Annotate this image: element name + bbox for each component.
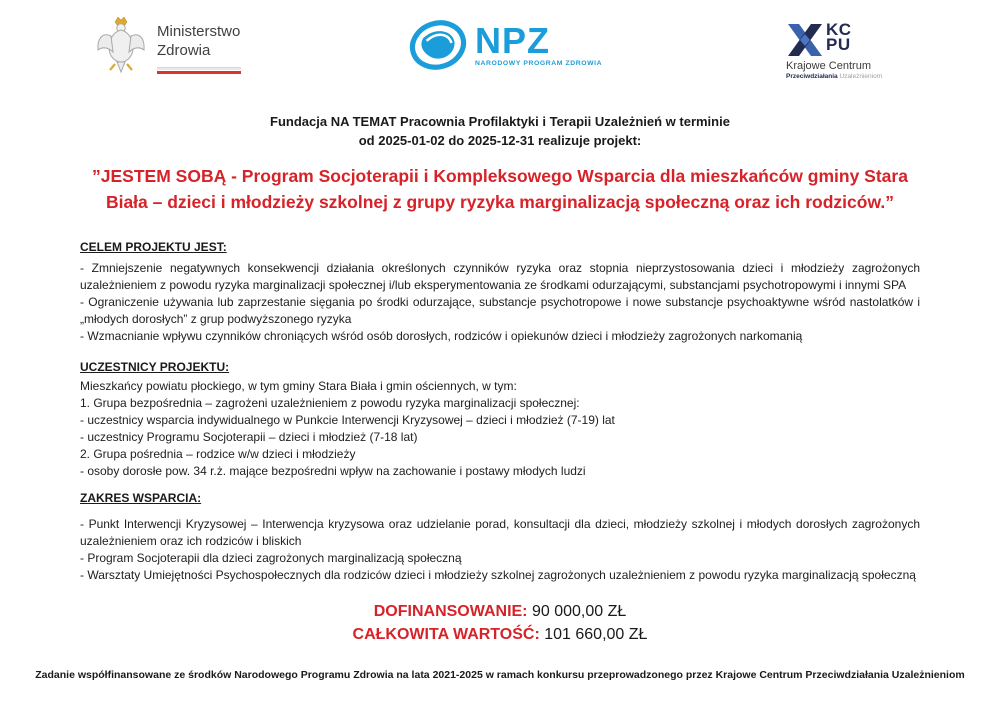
participants-item: - uczestnicy Programu Socjoterapii – dzieci i młodzież (7-18 lat) [80, 430, 418, 444]
npz-leaf-swoosh-icon [409, 18, 467, 72]
npz-logo [409, 18, 602, 72]
funding-total-line [80, 623, 920, 646]
participants-item: Mieszkańcy powiatu płockiego, w tym gminy Stara Biała i gmin ościennych, w tym: [80, 379, 517, 393]
participants-item: 1. Grupa bezpośrednia – zagrożeni uzależnieniem z powodu ryzyka marginalizacji społecznej: [80, 396, 580, 410]
scope-item: - Warsztaty Umiejętności Psychospołecznych dla rodziców dzieci i młodzieży szkolnej zagrożonych uzależnieniem z powodu ryzyka marginalizacją społeczną [80, 568, 916, 582]
npz-abbr: NPZ [475, 19, 550, 61]
section-heading-goals: CELEM PROJEKTU JEST: [80, 240, 227, 254]
funding-total-value: 101 660,00 ZŁ [544, 626, 648, 643]
kcpu-name-line1: Krajowe Centrum [786, 60, 871, 72]
funding-block [80, 600, 920, 646]
kcpu-name-light: Uzależnieniom [839, 73, 883, 80]
ministry-line2: Zdrowia [157, 42, 211, 59]
participants-item: 2. Grupa pośrednia – rodzice w/w dzieci i młodzieży [80, 447, 356, 461]
scope-item: - Program Socjoterapii dla dzieci zagrożonych marginalizacją społeczną [80, 551, 462, 565]
participants-item: - uczestnicy wsparcia indywidualnego w Punkcie Interwencji Kryzysowej – dzieci i młodzież (7-19) lat [80, 413, 615, 427]
polish-flag-stripe [157, 67, 241, 74]
logo-header [0, 0, 1000, 100]
funding-total-label: CAŁKOWITA WARTOŚĆ: [352, 626, 540, 643]
kcpu-abbr-top: KC [826, 20, 852, 39]
project-title: ”JESTEM SOBĄ - Program Socjoterapii i Kompleksowego Wsparcia dla mieszkańców gminy Stara Biała – dzieci i młodzieży szkolnej z grupy ryzyka marginalizacją społeczną oraz ich rodziców.” [92, 166, 908, 212]
polish-eagle-icon [95, 14, 147, 76]
section-heading-scope: ZAKRES WSPARCIA: [80, 491, 202, 505]
kcpu-abbr [826, 22, 852, 52]
scope-item: - Punkt Interwencji Kryzysowej – Interwencja kryzysowa oraz udzielanie porad, konsultacji dla dzieci, młodzieży szkolnej i młodych dorosłych zagrożonych uzależnieniem oraz ich rodziców i bliskich [80, 517, 920, 548]
ministry-of-health-logo [95, 14, 241, 76]
main-content [80, 112, 920, 646]
intro-line1: Fundacja NA TEMAT Pracownia Profilaktyki i Terapii Uzależnień w terminie [270, 114, 730, 129]
cofinancing-footer: Zadanie współfinansowane ze środków Narodowego Programu Zdrowia na lata 2021-2025 w ramach konkursu przeprowadzonego przez Krajowe Centrum Przeciwdziałania Uzależnieniom [35, 669, 965, 681]
funding-grant-line [80, 600, 920, 623]
funding-grant-label: DOFINANSOWANIE: [373, 603, 528, 620]
kcpu-name-bold: Przeciwdziałania [786, 73, 838, 80]
kcpu-logo [786, 22, 882, 80]
section-project-goals [80, 239, 920, 345]
intro-line2: od 2025-01-02 do 2025-12-31 realizuje projekt: [358, 133, 642, 148]
npz-wordmark [475, 19, 603, 67]
section-participants [80, 359, 920, 480]
ministry-wordmark [157, 14, 241, 74]
section-support-scope [80, 490, 920, 584]
funding-grant-value: 90 000,00 ZŁ [531, 603, 627, 620]
goal-item: - Wzmacnianie wpływu czynników chroniących wśród osób dorosłych, rodziców i opiekunów dzieci i młodzieży zagrożonych narkomanią [80, 329, 803, 343]
npz-subtitle: NARODOWY PROGRAM ZDROWIA [475, 59, 603, 67]
section-heading-participants: UCZESTNICY PROJEKTU: [80, 360, 230, 374]
goal-item: - Zmniejszenie negatywnych konsekwencji działania określonych czynników ryzyka oraz stopnia nieprzystosowania dzieci i młodzieży zagrożonych uzależnieniem z powodu ryzyka marginalizacji społecznej i/lub eksperymentowania ze środkami odurzającymi, substancjami psychotropowymi i innymi SPA [80, 261, 920, 292]
kcpu-name-line2 [786, 73, 882, 80]
kcpu-abbr-bottom: PU [826, 35, 851, 54]
kcpu-x-icon [786, 22, 824, 58]
intro-paragraph [80, 112, 920, 150]
goal-item: - Ograniczenie używania lub zaprzestanie sięgania po środki odurzające, substancje psychotropowe i nowe substancje psychoaktywne wśród nastolatków i „młodych dorosłych” z grup podwyższonego ryzyka [80, 295, 920, 326]
participants-item: - osoby dorosłe pow. 34 r.ż. mające bezpośredni wpływ na zachowanie i postawy młodych ludzi [80, 464, 586, 478]
ministry-line1: Ministerstwo [157, 23, 241, 40]
